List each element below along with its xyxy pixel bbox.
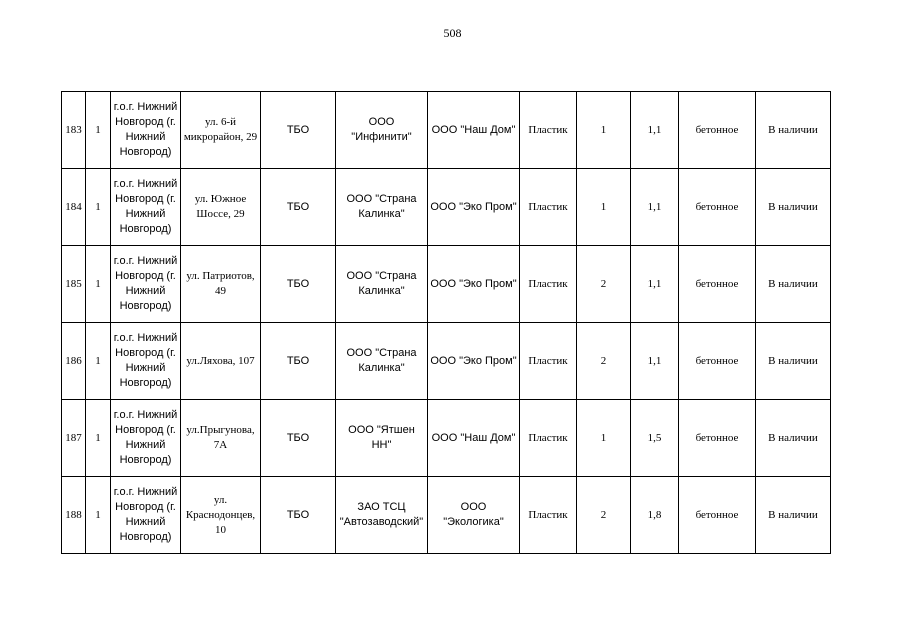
operator-cell: ООО "Эко Пром" — [428, 169, 520, 246]
surface-cell: бетонное — [679, 169, 756, 246]
surface-cell: бетонное — [679, 92, 756, 169]
waste-sites-table — [61, 91, 831, 554]
operator-cell: ООО "Эко Пром" — [428, 323, 520, 400]
volume-cell: 1,1 — [631, 323, 679, 400]
count-cell: 1 — [86, 246, 111, 323]
municipality-cell: г.о.г. Нижний Новгород (г. Нижний Новгород) — [111, 400, 181, 477]
municipality-cell: г.о.г. Нижний Новгород (г. Нижний Новгород) — [111, 169, 181, 246]
operator-cell: ООО "Эко Пром" — [428, 246, 520, 323]
status-cell: В наличии — [756, 92, 831, 169]
waste-type-cell: ТБО — [261, 400, 336, 477]
table-row — [62, 92, 831, 169]
table-row — [62, 169, 831, 246]
surface-cell: бетонное — [679, 323, 756, 400]
operator-cell: ООО "Экологика" — [428, 477, 520, 554]
container-count-cell: 2 — [577, 323, 631, 400]
container-count-cell: 1 — [577, 400, 631, 477]
volume-cell: 1,1 — [631, 246, 679, 323]
material-cell: Пластик — [520, 400, 577, 477]
owner-cell: ООО "Страна Калинка" — [336, 169, 428, 246]
row-number-cell: 187 — [62, 400, 86, 477]
waste-type-cell: ТБО — [261, 246, 336, 323]
container-count-cell: 1 — [577, 169, 631, 246]
row-number-cell: 188 — [62, 477, 86, 554]
volume-cell: 1,5 — [631, 400, 679, 477]
address-cell: ул.Ляхова, 107 — [181, 323, 261, 400]
municipality-cell: г.о.г. Нижний Новгород (г. Нижний Новгород) — [111, 246, 181, 323]
address-cell: ул. Южное Шоссе, 29 — [181, 169, 261, 246]
material-cell: Пластик — [520, 477, 577, 554]
material-cell: Пластик — [520, 323, 577, 400]
material-cell: Пластик — [520, 169, 577, 246]
status-cell: В наличии — [756, 400, 831, 477]
volume-cell: 1,1 — [631, 92, 679, 169]
owner-cell: ООО "Страна Калинка" — [336, 246, 428, 323]
status-cell: В наличии — [756, 169, 831, 246]
waste-type-cell: ТБО — [261, 477, 336, 554]
container-count-cell: 2 — [577, 246, 631, 323]
municipality-cell: г.о.г. Нижний Новгород (г. Нижний Новгород) — [111, 477, 181, 554]
address-cell: ул. Патриотов, 49 — [181, 246, 261, 323]
status-cell: В наличии — [756, 477, 831, 554]
volume-cell: 1,8 — [631, 477, 679, 554]
address-cell: ул. 6-й микрорайон, 29 — [181, 92, 261, 169]
count-cell: 1 — [86, 477, 111, 554]
surface-cell: бетонное — [679, 246, 756, 323]
municipality-cell: г.о.г. Нижний Новгород (г. Нижний Новгород) — [111, 92, 181, 169]
owner-cell: ООО "Страна Калинка" — [336, 323, 428, 400]
status-cell: В наличии — [756, 246, 831, 323]
table-body — [62, 92, 831, 554]
waste-type-cell: ТБО — [261, 169, 336, 246]
material-cell: Пластик — [520, 246, 577, 323]
owner-cell: ЗАО ТСЦ "Автозаводский" — [336, 477, 428, 554]
container-count-cell: 2 — [577, 477, 631, 554]
status-cell: В наличии — [756, 323, 831, 400]
municipality-cell: г.о.г. Нижний Новгород (г. Нижний Новгород) — [111, 323, 181, 400]
waste-type-cell: ТБО — [261, 323, 336, 400]
owner-cell: ООО "Ятшен НН" — [336, 400, 428, 477]
table-row — [62, 323, 831, 400]
surface-cell: бетонное — [679, 477, 756, 554]
table-row — [62, 246, 831, 323]
waste-type-cell: ТБО — [261, 92, 336, 169]
row-number-cell: 183 — [62, 92, 86, 169]
count-cell: 1 — [86, 92, 111, 169]
count-cell: 1 — [86, 169, 111, 246]
address-cell: ул. Краснодонцев, 10 — [181, 477, 261, 554]
row-number-cell: 185 — [62, 246, 86, 323]
row-number-cell: 186 — [62, 323, 86, 400]
volume-cell: 1,1 — [631, 169, 679, 246]
operator-cell: ООО "Наш Дом" — [428, 400, 520, 477]
count-cell: 1 — [86, 323, 111, 400]
table-row — [62, 477, 831, 554]
container-count-cell: 1 — [577, 92, 631, 169]
address-cell: ул.Прыгунова, 7А — [181, 400, 261, 477]
page-number: 508 — [443, 26, 462, 40]
operator-cell: ООО "Наш Дом" — [428, 92, 520, 169]
surface-cell: бетонное — [679, 400, 756, 477]
material-cell: Пластик — [520, 92, 577, 169]
count-cell: 1 — [86, 400, 111, 477]
table-row — [62, 400, 831, 477]
owner-cell: ООО "Инфинити" — [336, 92, 428, 169]
row-number-cell: 184 — [62, 169, 86, 246]
